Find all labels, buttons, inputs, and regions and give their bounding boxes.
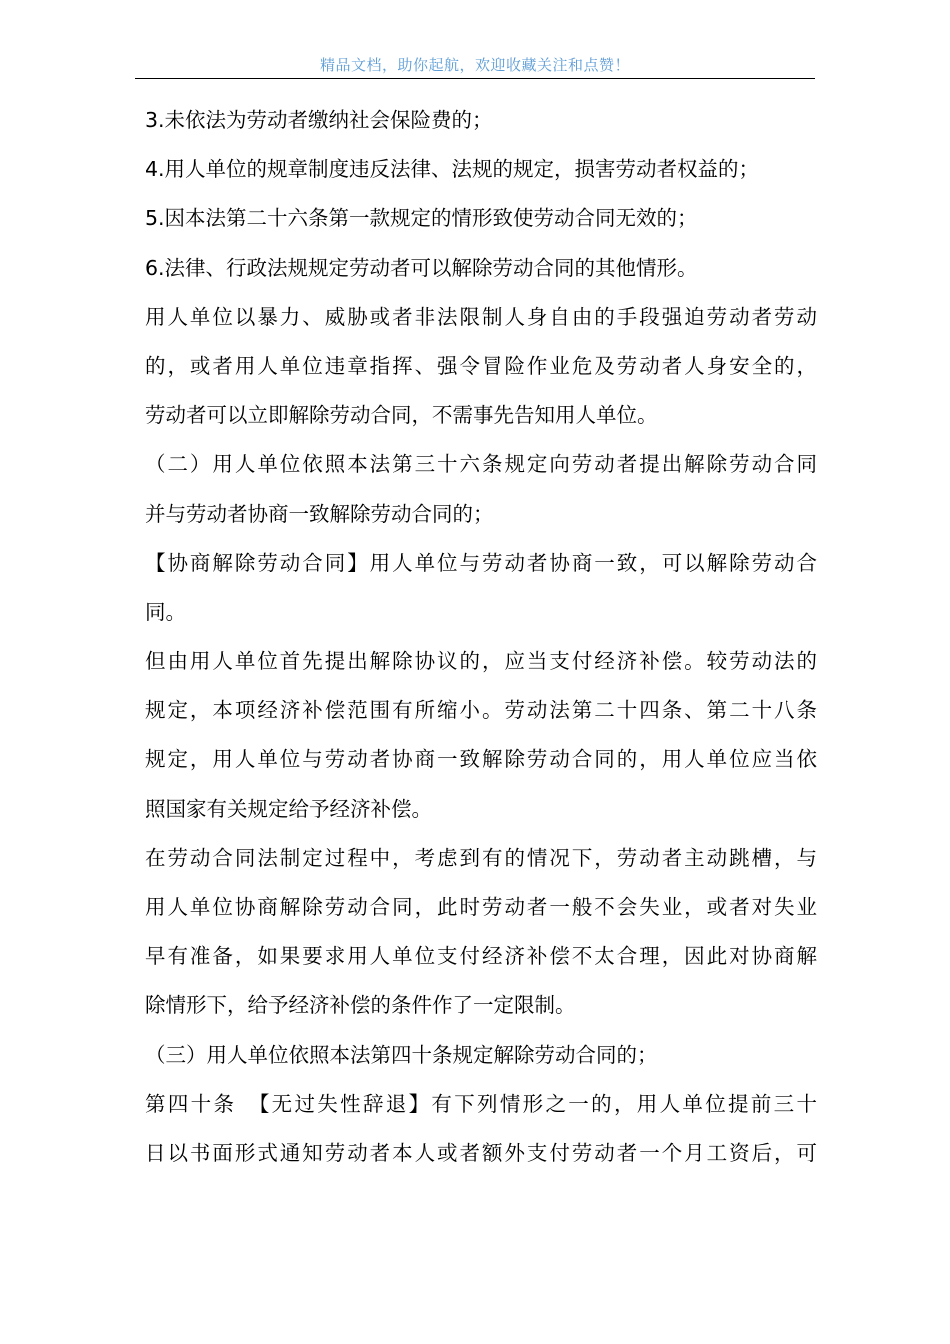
header-divider xyxy=(135,78,815,79)
text-line: （三）用人单位依照本法第四十条规定解除劳动合同的； xyxy=(145,1042,658,1067)
text-line: 照国家有关规定给予经济补偿。 xyxy=(145,796,432,821)
text-line: 6.法律、行政法规规定劳动者可以解除劳动合同的其他情形。 xyxy=(145,255,698,280)
page-header: 精品文档，助你起航，欢迎收藏关注和点赞！ xyxy=(319,56,630,74)
text-line: 【协商解除劳动合同】用人单位与劳动者协商一致，可以解除劳动合 xyxy=(145,550,817,575)
text-line: 但由用人单位首先提出解除协议的，应当支付经济补偿。较劳动法的 xyxy=(145,649,817,674)
text-line: 劳动者可以立即解除劳动合同，不需事先告知用人单位。 xyxy=(145,403,658,428)
text-line: 3.未依法为劳动者缴纳社会保险费的； xyxy=(145,108,493,132)
document-body xyxy=(145,96,817,1178)
text-line: 规定，本项经济补偿范围有所缩小。劳动法第二十四条、第二十八条 xyxy=(145,698,817,723)
text-line: 除情形下，给予经济补偿的条件作了一定限制。 xyxy=(145,993,576,1018)
text-line: （二）用人单位依照本法第三十六条规定向劳动者提出解除劳动合同 xyxy=(145,452,817,477)
text-line: 的，或者用人单位违章指挥、强令冒险作业危及劳动者人身安全的， xyxy=(145,353,817,378)
text-line: 并与劳动者协商一致解除劳动合同的； xyxy=(145,501,494,526)
text-line: 在劳动合同法制定过程中，考虑到有的情况下，劳动者主动跳槽，与 xyxy=(145,845,817,870)
text-line: 同。 xyxy=(145,599,186,624)
text-line: 规定，用人单位与劳动者协商一致解除劳动合同的，用人单位应当依 xyxy=(145,747,817,772)
text-line: 日以书面形式通知劳动者本人或者额外支付劳动者一个月工资后，可 xyxy=(145,1140,817,1165)
text-line: 第四十条 【无过失性辞退】有下列情形之一的，用人单位提前三十 xyxy=(145,1091,817,1116)
text-line: 用人单位协商解除劳动合同，此时劳动者一般不会失业，或者对失业 xyxy=(145,895,817,919)
text-line: 早有准备，如果要求用人单位支付经济补偿不太合理，因此对协商解 xyxy=(145,944,817,969)
text-line: 5.因本法第二十六条第一款规定的情形致使劳动合同无效的； xyxy=(145,206,698,231)
text-line: 用人单位以暴力、威胁或者非法限制人身自由的手段强迫劳动者劳动 xyxy=(145,304,817,329)
text-line: 4.用人单位的规章制度违反法律、法规的规定，损害劳动者权益的； xyxy=(145,157,760,182)
